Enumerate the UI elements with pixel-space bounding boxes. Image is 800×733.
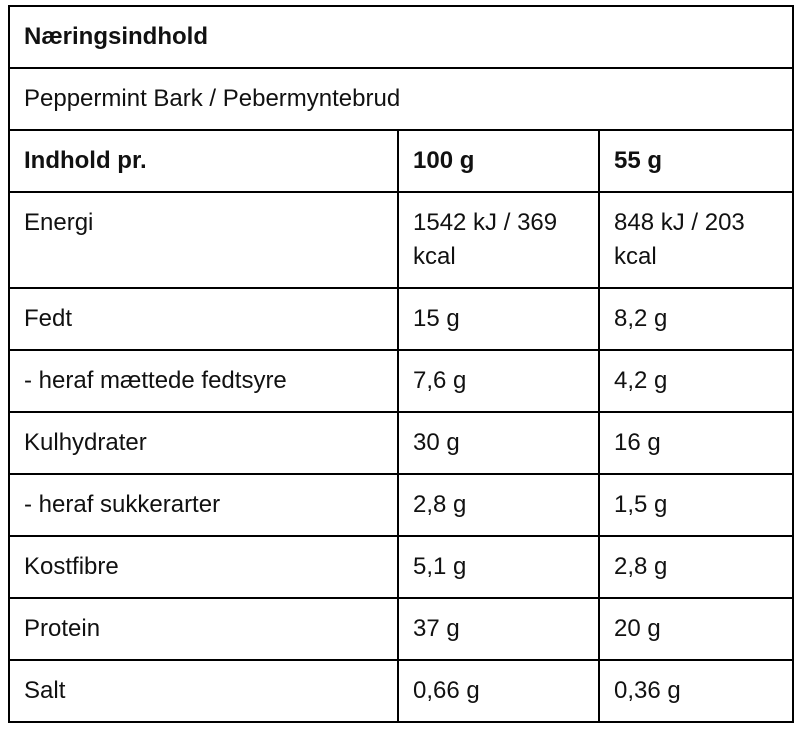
column-header-contents-per: Indhold pr. (9, 130, 398, 192)
nutrient-value-100g: 15 g (398, 288, 599, 350)
nutrient-value-100g: 30 g (398, 412, 599, 474)
nutrient-label: - heraf mættede fedtsyre (9, 350, 398, 412)
table-title: Næringsindhold (9, 6, 793, 68)
table-row-kostfibre (9, 536, 793, 598)
nutrient-value-55g: 8,2 g (599, 288, 793, 350)
column-header-row (9, 130, 793, 192)
nutrition-table (8, 5, 794, 723)
table-row-salt (9, 660, 793, 722)
product-row (9, 68, 793, 130)
nutrient-value-100g: 5,1 g (398, 536, 599, 598)
table-row-protein (9, 598, 793, 660)
nutrient-label: Protein (9, 598, 398, 660)
nutrient-value-55g: 16 g (599, 412, 793, 474)
title-row (9, 6, 793, 68)
nutrient-value-100g: 1542 kJ / 369 kcal (398, 192, 599, 288)
nutrient-label: Fedt (9, 288, 398, 350)
nutrient-value-55g: 0,36 g (599, 660, 793, 722)
nutrient-value-55g: 1,5 g (599, 474, 793, 536)
nutrient-value-55g: 4,2 g (599, 350, 793, 412)
nutrient-value-55g: 2,8 g (599, 536, 793, 598)
table-row-sukkerarter (9, 474, 793, 536)
table-row-maettede-fedtsyre (9, 350, 793, 412)
nutrient-value-100g: 0,66 g (398, 660, 599, 722)
product-name: Peppermint Bark / Pebermyntebrud (9, 68, 793, 130)
nutrient-value-100g: 2,8 g (398, 474, 599, 536)
table-row-energi (9, 192, 793, 288)
nutrient-label: Kostfibre (9, 536, 398, 598)
table-row-fedt (9, 288, 793, 350)
nutrient-value-100g: 7,6 g (398, 350, 599, 412)
column-header-55g: 55 g (599, 130, 793, 192)
table-row-kulhydrater (9, 412, 793, 474)
nutrient-label: - heraf sukkerarter (9, 474, 398, 536)
nutrient-value-55g: 20 g (599, 598, 793, 660)
nutrient-value-100g: 37 g (398, 598, 599, 660)
nutrient-label: Kulhydrater (9, 412, 398, 474)
nutrient-label: Salt (9, 660, 398, 722)
nutrient-value-55g: 848 kJ / 203 kcal (599, 192, 793, 288)
nutrient-label: Energi (9, 192, 398, 288)
column-header-100g: 100 g (398, 130, 599, 192)
